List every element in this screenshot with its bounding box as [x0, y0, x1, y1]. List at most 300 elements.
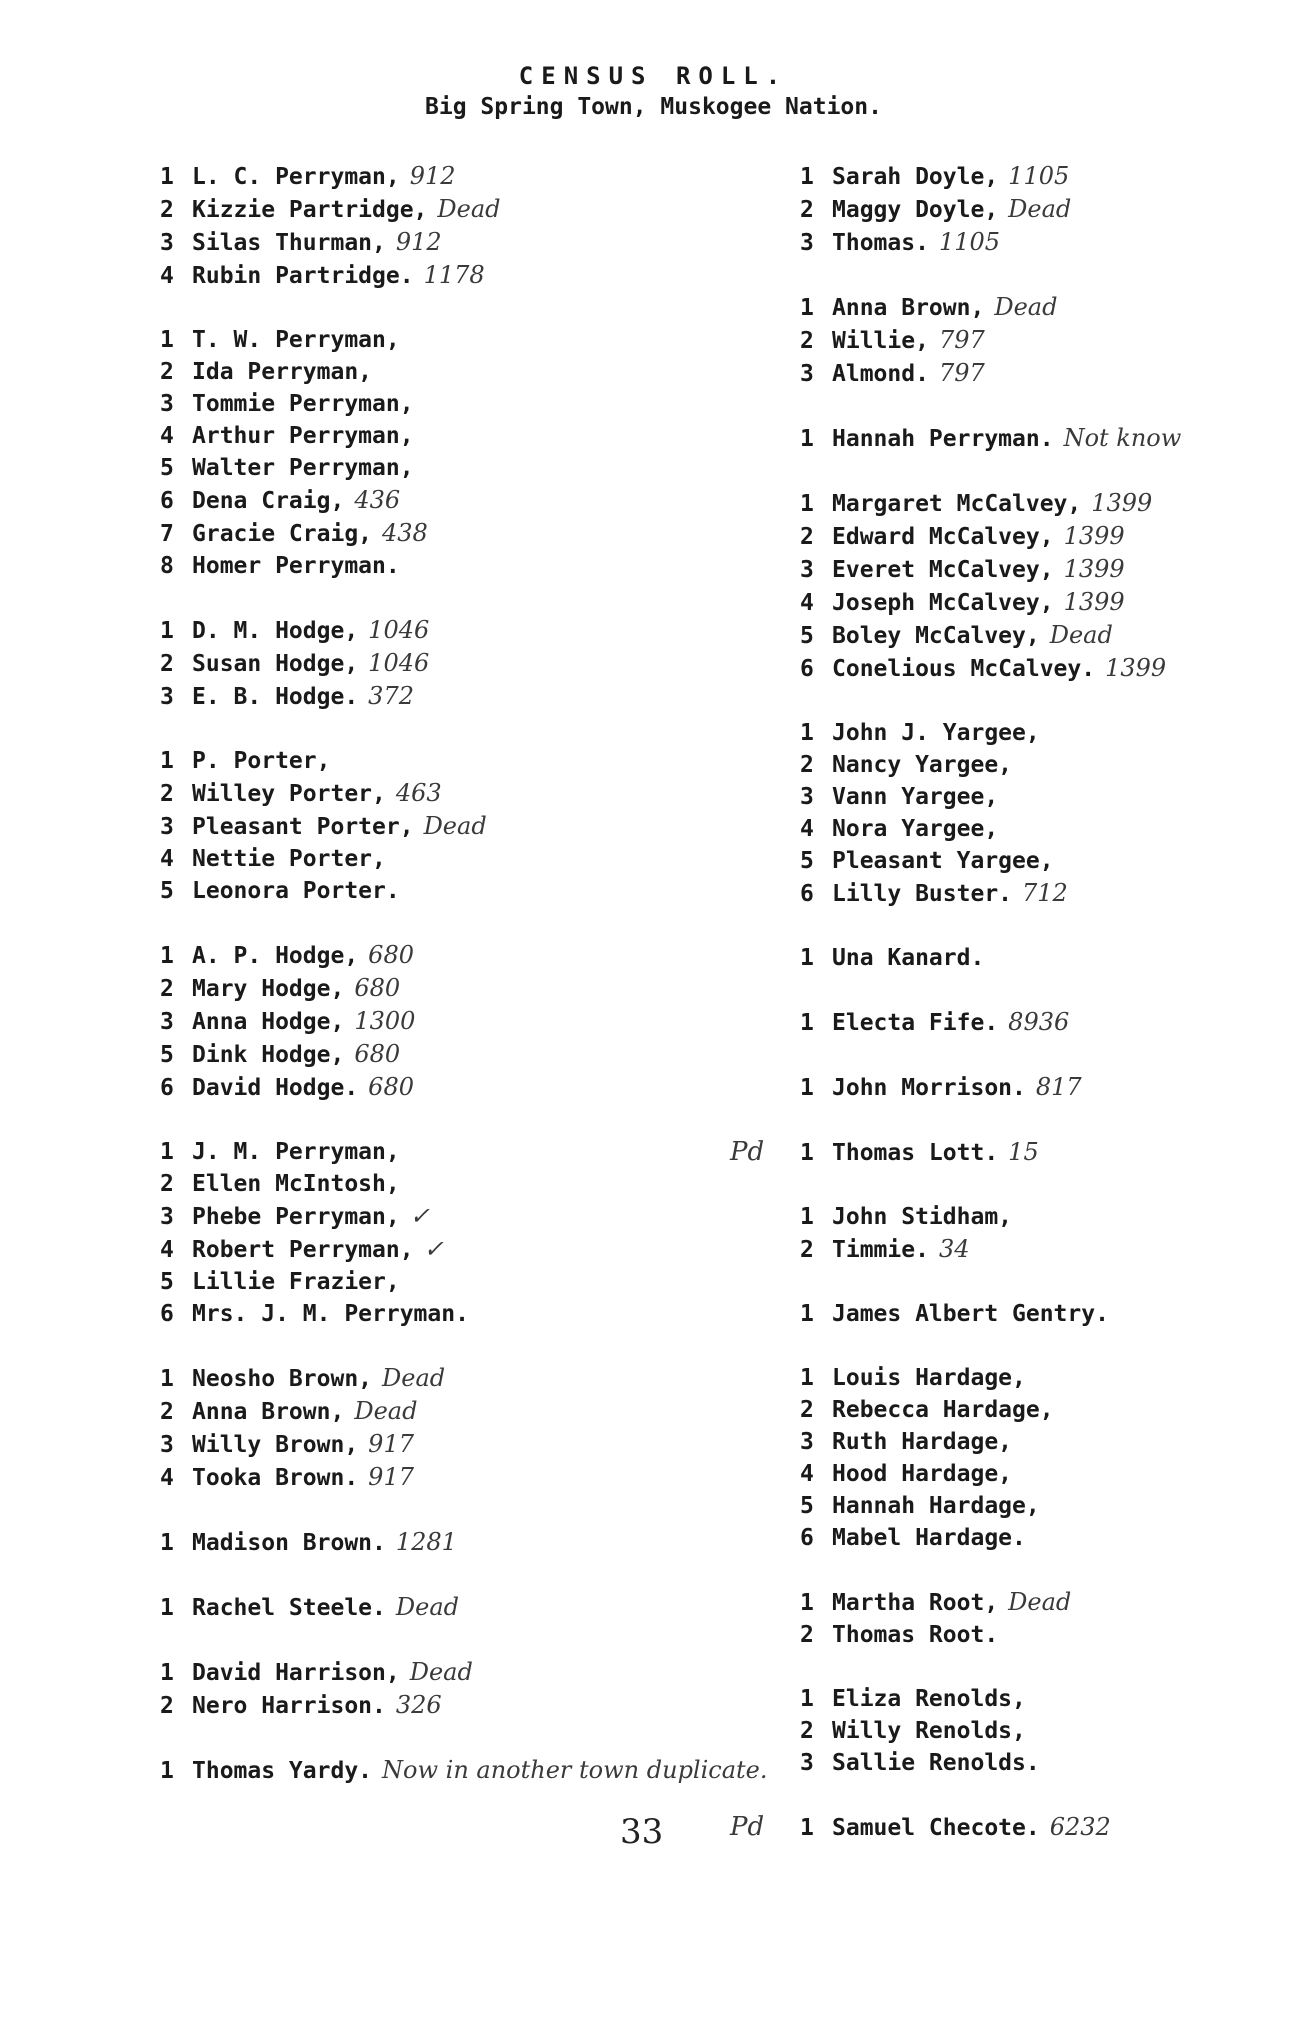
entry-name: John Stidham,	[832, 1204, 1013, 1230]
census-entry	[160, 777, 760, 810]
entry-name: Robert Perryman,	[192, 1237, 414, 1263]
census-entry	[160, 388, 760, 420]
entry-number: 2	[800, 1622, 814, 1648]
census-entry	[800, 291, 1280, 324]
handwritten-annotation: 1046	[368, 649, 430, 677]
census-entry	[160, 1200, 760, 1233]
entry-name: E. B. Hodge.	[192, 684, 359, 710]
family-group	[160, 1754, 768, 1787]
entry-name: John Morrison.	[832, 1075, 1026, 1101]
entry-name: Boley McCalvey,	[832, 623, 1040, 649]
page-title: CENSUS ROLL.	[518, 62, 789, 90]
entry-name: Eliza Renolds,	[832, 1686, 1026, 1712]
entry-number: 3	[160, 391, 174, 417]
entry-name: Tommie Perryman,	[192, 391, 414, 417]
entry-name: Hood Hardage,	[832, 1461, 1013, 1487]
family-group	[800, 1683, 1280, 1779]
entry-number: 5	[800, 623, 814, 649]
entry-number: 1	[160, 327, 174, 353]
entry-name: Thomas Yardy.	[192, 1758, 373, 1784]
census-entry	[800, 1426, 1280, 1458]
handwritten-annotation: 1399	[1063, 588, 1125, 616]
census-entry	[160, 356, 760, 388]
entry-number: 1	[160, 618, 174, 644]
entry-number: 2	[160, 781, 174, 807]
census-entry	[160, 484, 760, 517]
entry-number: 3	[160, 1432, 174, 1458]
family-group	[160, 745, 760, 907]
entry-name: Phebe Perryman,	[192, 1204, 400, 1230]
census-entry	[800, 652, 1280, 685]
handwritten-annotation: 912	[409, 162, 456, 190]
entry-name: Homer Perryman.	[192, 553, 400, 579]
family-group	[160, 1656, 760, 1722]
census-entry	[800, 813, 1280, 845]
census-entry	[800, 749, 1280, 781]
entry-name: Anna Brown,	[832, 295, 985, 321]
entry-number: 3	[800, 1429, 814, 1455]
handwritten-annotation: 326	[395, 1691, 442, 1719]
family-group	[800, 291, 1280, 390]
entry-name: Samuel Checote.	[832, 1815, 1040, 1841]
entry-name: Martha Root,	[832, 1590, 999, 1616]
entry-number: 1	[800, 1204, 814, 1230]
entry-number: 5	[800, 1493, 814, 1519]
census-entry	[800, 845, 1280, 877]
handwritten-annotation: Now in another town duplicate.	[382, 1756, 768, 1784]
census-entry	[800, 1458, 1280, 1490]
census-entry	[160, 1168, 760, 1200]
census-entry	[160, 517, 760, 550]
family-group	[800, 1298, 1280, 1330]
entry-number: 4	[800, 1461, 814, 1487]
census-entry	[160, 1136, 760, 1168]
entry-number: 3	[160, 1204, 174, 1230]
census-entry	[800, 226, 1280, 259]
census-entry	[160, 972, 760, 1005]
census-entry	[160, 1005, 760, 1038]
entry-number: 1	[800, 945, 814, 971]
census-entry	[160, 1689, 760, 1722]
census-entry	[160, 745, 760, 777]
entry-name: Nancy Yargee,	[832, 752, 1013, 778]
entry-name: Gracie Craig,	[192, 521, 373, 547]
entry-number: 2	[800, 524, 814, 550]
census-entry	[800, 487, 1280, 520]
family-group	[160, 614, 760, 713]
census-entry	[800, 586, 1280, 619]
entry-name: Sarah Doyle,	[832, 164, 999, 190]
entry-number: 3	[800, 1750, 814, 1776]
handwritten-annotation: 797	[938, 326, 985, 354]
entry-name: Thomas.	[832, 230, 929, 256]
left-column	[160, 160, 768, 1819]
census-entry	[160, 1071, 760, 1104]
entry-name: Timmie.	[832, 1237, 929, 1263]
entry-number: 6	[160, 488, 174, 514]
entry-name: Joseph McCalvey,	[832, 590, 1054, 616]
entry-name: Dena Craig,	[192, 488, 345, 514]
entry-name: Almond.	[832, 361, 929, 387]
family-group	[160, 1362, 760, 1494]
census-entry	[800, 1747, 1280, 1779]
entry-number: 3	[800, 361, 814, 387]
entry-name: Conelious McCalvey.	[832, 656, 1096, 682]
census-entry	[800, 877, 1280, 910]
page-subtitle: Big Spring Town, Muskogee Nation.	[425, 94, 882, 120]
margin-note: Pd	[730, 1137, 765, 1167]
handwritten-annotation: 372	[368, 682, 414, 710]
entry-number: 3	[800, 557, 814, 583]
entry-name: Ellen McIntosh,	[192, 1171, 400, 1197]
entry-name: J. M. Perryman,	[192, 1139, 400, 1165]
census-entry	[800, 1683, 1280, 1715]
entry-name: Everet McCalvey,	[832, 557, 1054, 583]
entry-number: 7	[160, 521, 174, 547]
entry-number: 1	[160, 1595, 174, 1621]
entry-number: 5	[160, 1269, 174, 1295]
entry-number: 5	[160, 1042, 174, 1068]
census-entry	[800, 781, 1280, 813]
entry-number: 2	[800, 752, 814, 778]
census-entry	[800, 520, 1280, 553]
entry-name: Sallie Renolds.	[832, 1750, 1040, 1776]
handwritten-annotation: 1178	[423, 261, 485, 289]
entry-number: 6	[160, 1301, 174, 1327]
entry-name: Madison Brown.	[192, 1530, 386, 1556]
entry-name: James Albert Gentry.	[832, 1301, 1109, 1327]
census-entry	[800, 1715, 1280, 1747]
entry-name: Edward McCalvey,	[832, 524, 1054, 550]
census-entry	[160, 1656, 760, 1689]
handwritten-annotation: 1105	[938, 228, 1001, 256]
family-group	[800, 1586, 1280, 1651]
entry-name: A. P. Hodge,	[192, 943, 359, 969]
entry-number: 2	[160, 359, 174, 385]
handwritten-annotation: Dead	[409, 1658, 473, 1686]
handwritten-annotation: 34	[938, 1235, 970, 1263]
census-entry	[160, 810, 760, 843]
entry-name: Neosho Brown,	[192, 1366, 373, 1392]
family-group	[800, 717, 1280, 910]
handwritten-annotation: 1046	[368, 616, 430, 644]
entry-number: 1	[160, 1139, 174, 1165]
entry-name: David Hodge.	[192, 1075, 359, 1101]
family-group	[730, 1136, 1280, 1169]
right-column	[730, 160, 1280, 1876]
census-entry	[160, 550, 760, 582]
entry-number: 6	[800, 881, 814, 907]
census-entry	[160, 452, 760, 484]
handwritten-annotation: Dead	[354, 1397, 418, 1425]
census-entry	[160, 1362, 760, 1395]
entry-name: Electa Fife.	[832, 1010, 999, 1036]
entry-name: Arthur Perryman,	[192, 423, 414, 449]
entry-number: 6	[160, 1075, 174, 1101]
handwritten-annotation: 1399	[1105, 654, 1167, 682]
census-entry	[800, 160, 1280, 193]
entry-number: 4	[800, 590, 814, 616]
entry-name: Susan Hodge,	[192, 651, 359, 677]
census-entry	[160, 1298, 760, 1330]
handwritten-annotation: ✓	[409, 1202, 430, 1230]
handwritten-annotation: Dead	[994, 293, 1058, 321]
entry-number: 2	[160, 1171, 174, 1197]
handwritten-annotation: 1399	[1063, 555, 1125, 583]
entry-number: 3	[160, 684, 174, 710]
entry-name: Mary Hodge,	[192, 976, 345, 1002]
census-entry	[800, 942, 1280, 974]
handwritten-annotation: 6232	[1049, 1813, 1111, 1841]
handwritten-annotation: 680	[368, 1073, 414, 1101]
entry-number: 3	[160, 814, 174, 840]
entry-name: Leonora Porter.	[192, 878, 400, 904]
entry-number: 1	[800, 295, 814, 321]
family-group	[800, 422, 1280, 455]
handwritten-annotation: 912	[395, 228, 442, 256]
entry-number: 1	[160, 748, 174, 774]
entry-name: David Harrison,	[192, 1660, 400, 1686]
entry-number: 6	[800, 1525, 814, 1551]
family-group	[160, 1591, 760, 1624]
entry-name: Rebecca Hardage,	[832, 1397, 1054, 1423]
entry-number: 1	[800, 1590, 814, 1616]
census-entry	[160, 1233, 760, 1266]
census-entry	[160, 875, 760, 907]
entry-name: Una Kanard.	[832, 945, 985, 971]
census-entry	[800, 1233, 1280, 1266]
census-entry	[730, 1811, 1280, 1844]
entry-number: 4	[160, 1465, 174, 1491]
family-group	[800, 1362, 1280, 1554]
handwritten-annotation: 8936	[1008, 1008, 1070, 1036]
handwritten-annotation: 438	[382, 519, 428, 547]
entry-number: 1	[160, 943, 174, 969]
census-entry	[160, 680, 760, 713]
family-group	[800, 1201, 1280, 1266]
family-group	[730, 1811, 1280, 1844]
entry-number: 1	[800, 1686, 814, 1712]
entry-name: Nora Yargee,	[832, 816, 999, 842]
census-entry	[800, 553, 1280, 586]
census-entry	[730, 1136, 1280, 1169]
page-number: 33	[620, 1812, 664, 1852]
entry-name: John J. Yargee,	[832, 720, 1040, 746]
census-entry	[160, 1428, 760, 1461]
entry-number: 2	[160, 197, 174, 223]
entry-name: Kizzie Partridge,	[192, 197, 428, 223]
handwritten-annotation: 1105	[1008, 162, 1070, 190]
census-entry	[160, 939, 760, 972]
handwritten-annotation: 463	[395, 779, 442, 807]
family-group	[800, 160, 1280, 259]
family-group	[160, 324, 760, 582]
entry-number: 2	[160, 1399, 174, 1425]
census-entry	[160, 259, 760, 292]
census-entry	[160, 420, 760, 452]
handwritten-annotation: Dead	[423, 812, 487, 840]
entry-name: D. M. Hodge,	[192, 618, 359, 644]
entry-name: Pleasant Porter,	[192, 814, 414, 840]
handwritten-annotation: 1399	[1091, 489, 1153, 517]
entry-name: Anna Brown,	[192, 1399, 345, 1425]
entry-name: Willie,	[832, 328, 929, 354]
entry-number: 1	[800, 1815, 814, 1841]
entry-name: Hannah Hardage,	[832, 1493, 1040, 1519]
handwritten-annotation: Dead	[1049, 621, 1113, 649]
census-entry	[800, 1619, 1280, 1651]
entry-number: 6	[800, 656, 814, 682]
entry-number: 8	[160, 553, 174, 579]
census-entry	[800, 193, 1280, 226]
census-entry	[800, 324, 1280, 357]
entry-number: 3	[160, 230, 174, 256]
census-entry	[160, 160, 760, 193]
entry-number: 2	[160, 1693, 174, 1719]
entry-number: 1	[160, 1530, 174, 1556]
census-entry	[800, 357, 1280, 390]
census-entry	[800, 1490, 1280, 1522]
entry-name: Pleasant Yargee,	[832, 848, 1054, 874]
entry-number: 4	[160, 263, 174, 289]
entry-number: 2	[800, 1718, 814, 1744]
handwritten-annotation: 680	[354, 1040, 401, 1068]
entry-name: Lillie Frazier,	[192, 1269, 400, 1295]
handwritten-annotation: Dead	[1008, 1588, 1072, 1616]
census-entry	[800, 1522, 1280, 1554]
census-entry	[800, 1586, 1280, 1619]
entry-number: 2	[160, 651, 174, 677]
census-entry	[160, 843, 760, 875]
census-entry	[160, 226, 760, 259]
handwritten-annotation: 817	[1035, 1073, 1082, 1101]
entry-name: Rubin Partridge.	[192, 263, 414, 289]
census-entry	[160, 1038, 760, 1071]
census-entry	[160, 1461, 760, 1494]
entry-name: L. C. Perryman,	[192, 164, 400, 190]
entry-number: 2	[800, 197, 814, 223]
handwritten-annotation: Dead	[395, 1593, 459, 1621]
family-group	[160, 1136, 760, 1330]
entry-number: 1	[160, 1660, 174, 1686]
handwritten-annotation: Dead	[437, 195, 501, 223]
entry-name: P. Porter,	[192, 748, 331, 774]
entry-number: 4	[160, 423, 174, 449]
handwritten-annotation: ✓	[423, 1235, 444, 1263]
entry-name: Ida Perryman,	[192, 359, 373, 385]
census-entry	[160, 1591, 760, 1624]
entry-number: 1	[800, 1010, 814, 1036]
census-entry	[800, 1298, 1280, 1330]
entry-name: Silas Thurman,	[192, 230, 386, 256]
handwritten-annotation: 797	[938, 359, 985, 387]
entry-number: 1	[800, 1301, 814, 1327]
census-entry	[800, 619, 1280, 652]
census-entry	[160, 614, 760, 647]
handwritten-annotation: 1300	[354, 1007, 416, 1035]
census-entry	[800, 1006, 1280, 1039]
entry-name: Thomas Root.	[832, 1622, 999, 1648]
census-entry	[800, 717, 1280, 749]
family-group	[160, 939, 760, 1104]
entry-number: 1	[800, 164, 814, 190]
entry-name: Thomas Lott.	[832, 1140, 999, 1166]
entry-name: Anna Hodge,	[192, 1009, 345, 1035]
entry-name: Mrs. J. M. Perryman.	[192, 1301, 469, 1327]
census-entry	[160, 1266, 760, 1298]
entry-name: Margaret McCalvey,	[832, 491, 1082, 517]
entry-number: 3	[160, 1009, 174, 1035]
handwritten-annotation: Dead	[382, 1364, 446, 1392]
entry-number: 1	[160, 1758, 174, 1784]
entry-number: 4	[160, 1237, 174, 1263]
entry-number: 1	[800, 1140, 814, 1166]
census-entry	[800, 422, 1280, 455]
entry-number: 2	[800, 328, 814, 354]
census-entry	[800, 1201, 1280, 1233]
entry-name: Hannah Perryman.	[832, 426, 1054, 452]
census-entry	[800, 1394, 1280, 1426]
census-entry	[800, 1071, 1280, 1104]
entry-number: 1	[800, 720, 814, 746]
entry-number: 1	[160, 164, 174, 190]
entry-name: Vann Yargee,	[832, 784, 999, 810]
handwritten-annotation: 680	[354, 974, 401, 1002]
entry-name: Rachel Steele.	[192, 1595, 386, 1621]
entry-number: 5	[160, 455, 174, 481]
census-entry	[160, 1395, 760, 1428]
entry-name: Dink Hodge,	[192, 1042, 345, 1068]
census-entry	[800, 1362, 1280, 1394]
entry-number: 4	[800, 816, 814, 842]
entry-number: 5	[160, 878, 174, 904]
entry-number: 1	[800, 1075, 814, 1101]
handwritten-annotation: 1281	[395, 1528, 457, 1556]
family-group	[160, 160, 760, 292]
entry-number: 1	[800, 426, 814, 452]
family-group	[800, 942, 1280, 974]
entry-name: Willy Brown,	[192, 1432, 359, 1458]
handwritten-annotation: 712	[1022, 879, 1068, 907]
entry-name: Tooka Brown.	[192, 1465, 359, 1491]
census-entry	[160, 1754, 768, 1787]
entry-name: T. W. Perryman,	[192, 327, 400, 353]
entry-name: Nettie Porter,	[192, 846, 386, 872]
entry-number: 3	[800, 784, 814, 810]
entry-number: 1	[160, 1366, 174, 1392]
entry-name: Lilly Buster.	[832, 881, 1013, 907]
handwritten-annotation: 917	[368, 1430, 414, 1458]
census-entry	[160, 193, 760, 226]
entry-name: Maggy Doyle,	[832, 197, 999, 223]
entry-number: 3	[800, 230, 814, 256]
handwritten-annotation: 917	[368, 1463, 414, 1491]
entry-name: Willey Porter,	[192, 781, 386, 807]
handwritten-annotation: Not know	[1063, 424, 1182, 452]
census-entry	[160, 1526, 760, 1559]
handwritten-annotation: 15	[1008, 1138, 1039, 1166]
family-group	[800, 1071, 1280, 1104]
handwritten-annotation: Dead	[1008, 195, 1072, 223]
handwritten-annotation: 1399	[1063, 522, 1125, 550]
entry-name: Ruth Hardage,	[832, 1429, 1013, 1455]
entry-name: Nero Harrison.	[192, 1693, 386, 1719]
entry-number: 1	[800, 491, 814, 517]
margin-note: Pd	[730, 1812, 765, 1842]
page-header	[0, 62, 1307, 120]
entry-number: 2	[800, 1397, 814, 1423]
entry-name: Willy Renolds,	[832, 1718, 1026, 1744]
